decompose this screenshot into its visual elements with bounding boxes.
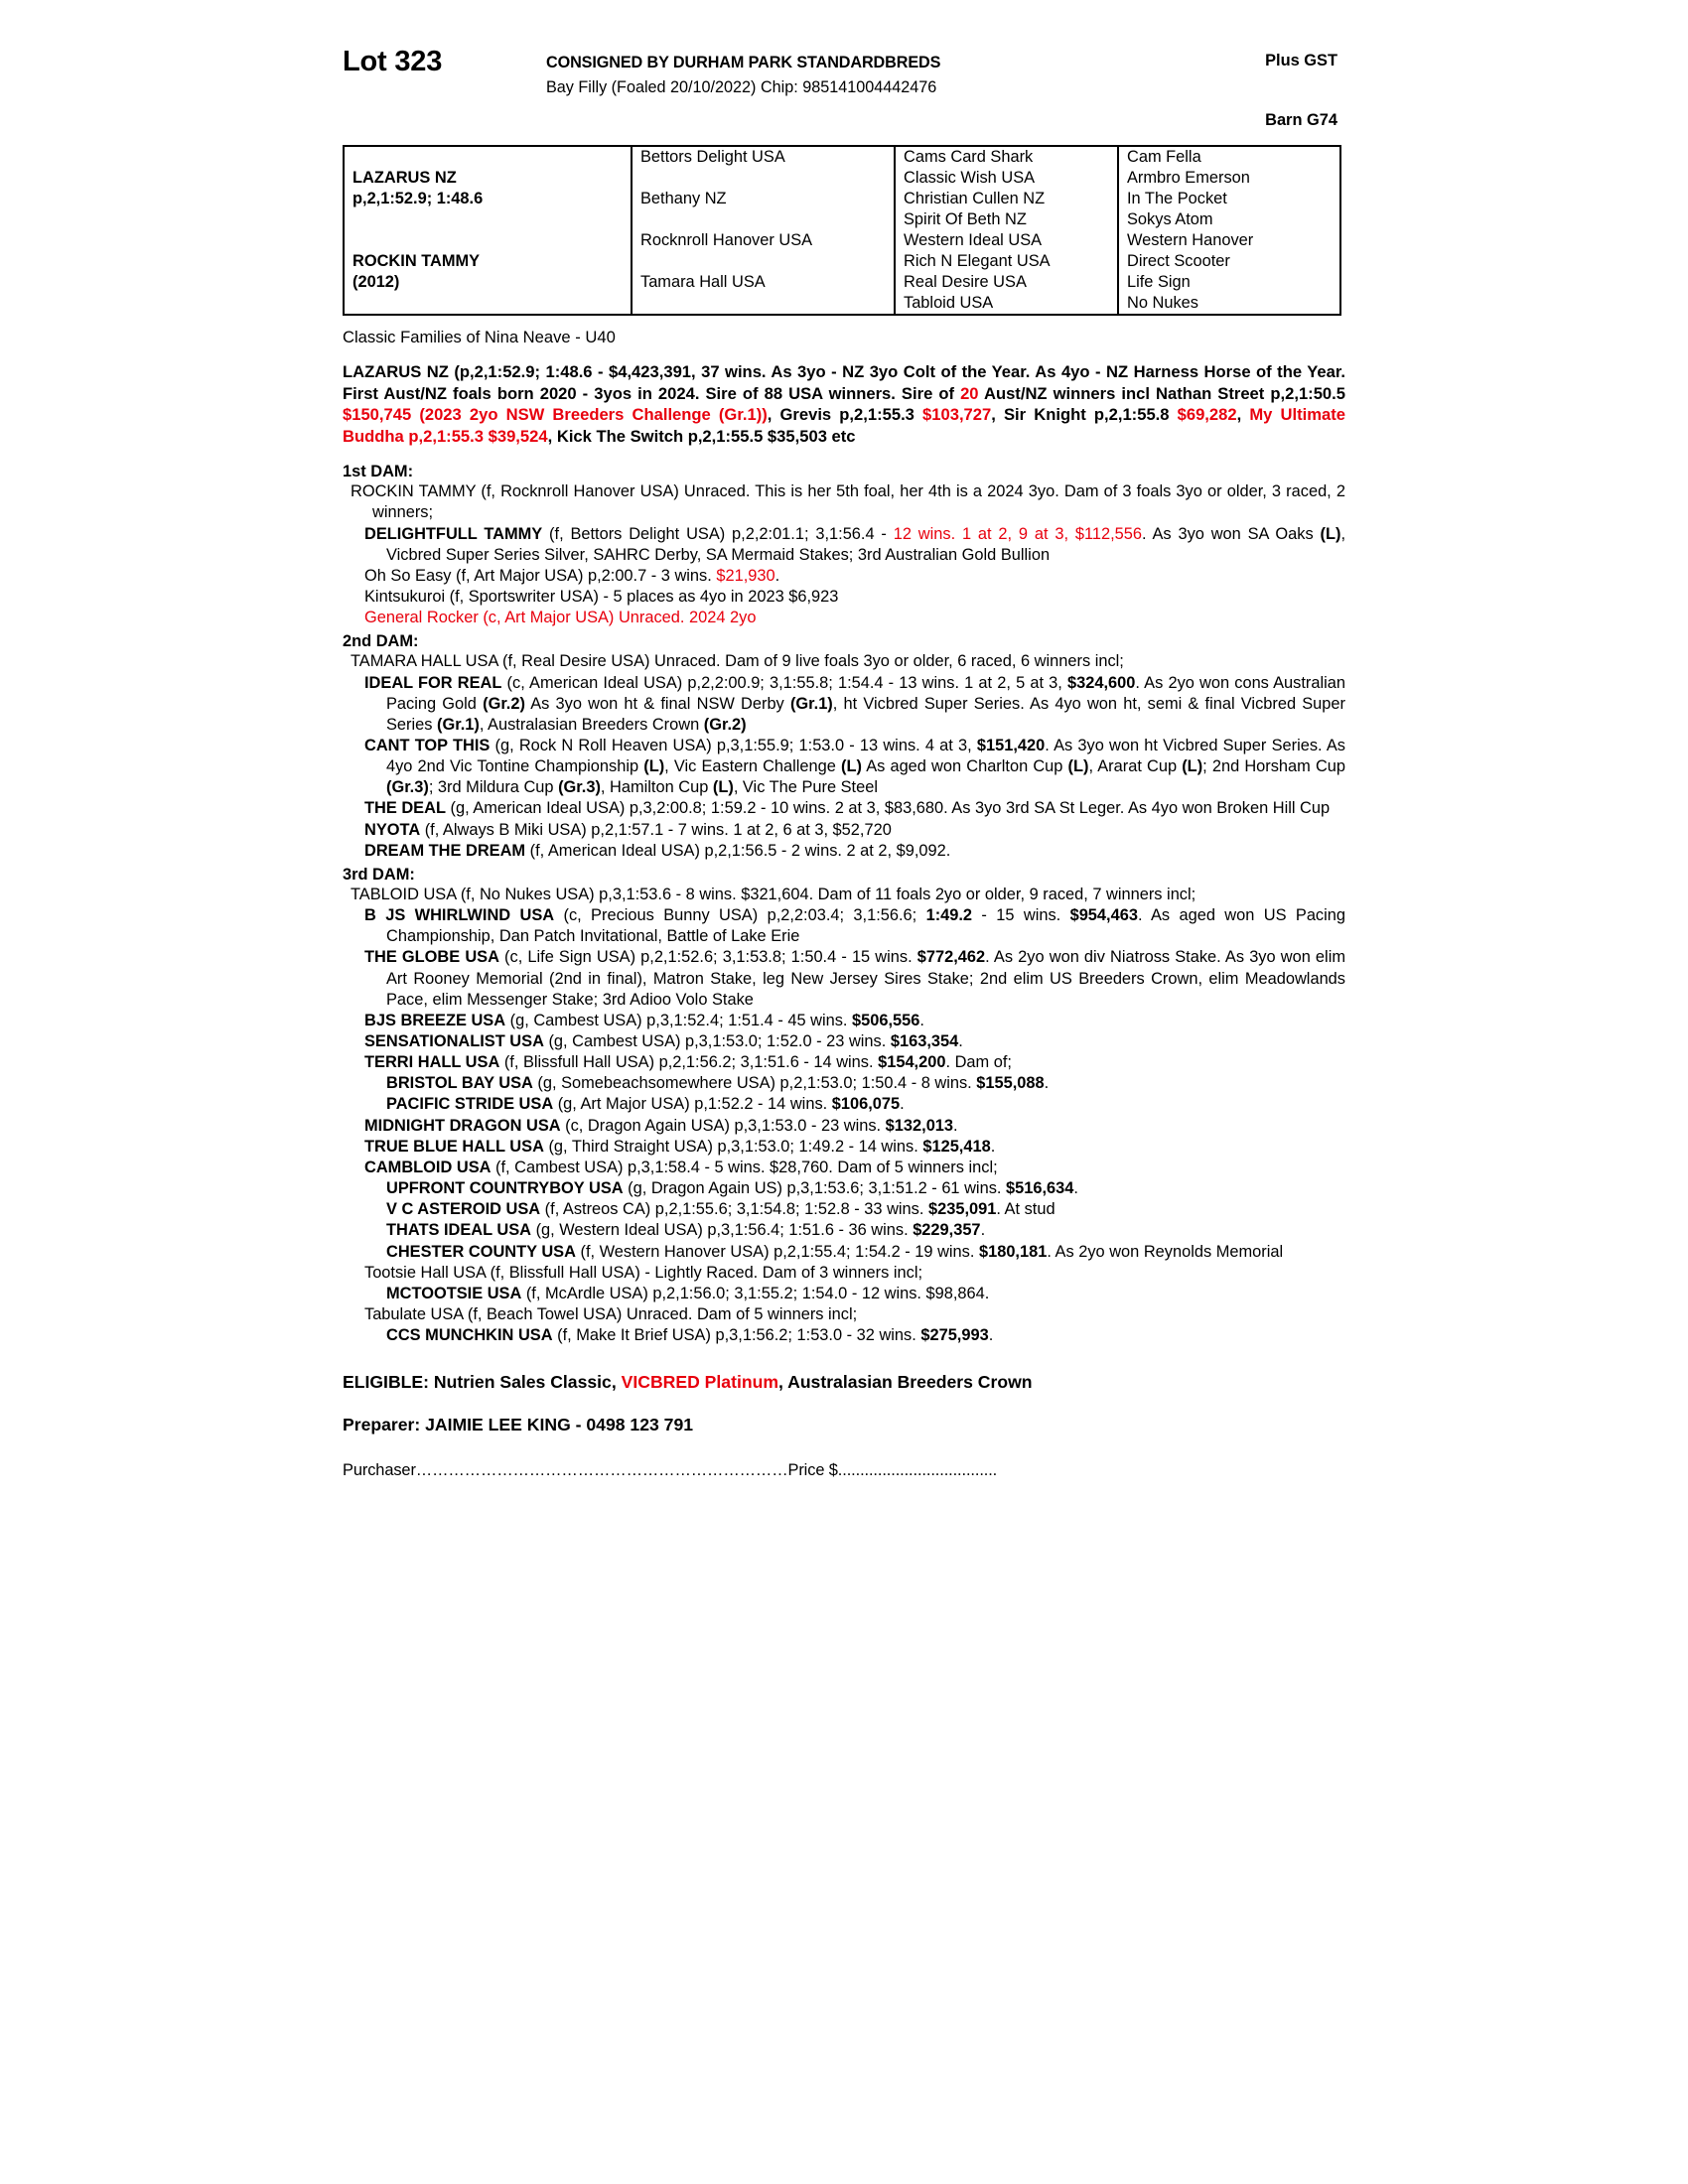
dam-sections (343, 463, 1345, 1346)
pedigree-cell-gen4: Life Sign (1127, 273, 1191, 292)
pedigree-cell-gen4: Cam Fella (1127, 148, 1201, 167)
lot-number: Lot 323 (343, 46, 443, 77)
progeny-text: Kintsukuroi (f, Sportswriter USA) - 5 places as 4yo in 2023 $6,923 (364, 588, 839, 607)
progeny-emphasis: CHESTER COUNTY USA (386, 1242, 576, 1261)
sire-text: , Grevis p,2,1:55.3 (767, 405, 923, 425)
progeny-text: (f, Make It Brief USA) p,3,1:56.2; 1:53.0 - 32 wins. (552, 1326, 921, 1345)
progeny-text: Oh So Easy (f, Art Major USA) p,2:00.7 - 3 wins. (364, 566, 717, 585)
pedigree-cell-gen4: Direct Scooter (1127, 252, 1230, 271)
progeny-text: (c, American Ideal USA) p,2,2:00.9; 3,1:55.8; 1:54.4 - 13 wins. 1 at 2, 5 at 3, (501, 673, 1067, 692)
progeny-entry (343, 1011, 1345, 1031)
pedigree-cell-gen3: Classic Wish USA (904, 169, 1036, 188)
dam-summary: TABLOID USA (f, No Nukes USA) p,3,1:53.6 - 8 wins. $321,604. Dam of 11 foals 2yo or older, 9 raced, 7 winners incl; (351, 885, 1196, 903)
progeny-text: . As 3yo won ht Vicbred Super Series. As 4yo 2nd Vic Tontine Championship (386, 736, 1345, 776)
progeny-emphasis: $324,600 (1067, 673, 1136, 692)
sire-highlight: $69,282 (1177, 405, 1237, 425)
dam-heading: 3rd DAM: (343, 865, 415, 884)
pedigree-cell-gen1: (2012) (352, 273, 400, 292)
progeny-text: Tootsie Hall USA (f, Blissfull Hall USA) - Lightly Raced. Dam of 3 winners incl; (364, 1263, 923, 1282)
progeny-text: (c, Life Sign USA) p,2,1:52.6; 3,1:53.8; 1:50.4 - 15 wins. (498, 948, 917, 967)
progeny-emphasis: $151,420 (976, 736, 1046, 754)
progeny-entry (343, 608, 1345, 628)
pedigree-cell-gen3: Cams Card Shark (904, 148, 1034, 167)
progeny-highlight: General Rocker (c, Art Major USA) Unraced. 2024 2yo (364, 609, 757, 627)
progeny-entry (343, 1137, 1345, 1158)
pedigree-cell-gen3: Christian Cullen NZ (904, 190, 1046, 208)
progeny-emphasis: $163,354 (890, 1032, 959, 1050)
progeny-emphasis: (L) (712, 778, 734, 797)
sire-text: , Kick The Switch p,2,1:55.5 $35,503 etc (547, 426, 856, 446)
progeny-entry (343, 1325, 1345, 1346)
progeny-emphasis: (L) (1182, 757, 1203, 776)
progeny-text: . (774, 566, 780, 585)
pedigree-cell-gen1: ROCKIN TAMMY (352, 252, 481, 271)
progeny-emphasis: CAMBLOID USA (364, 1158, 492, 1176)
progeny-emphasis: SENSATIONALIST USA (364, 1032, 544, 1050)
sire-text: Aust/NZ winners incl Nathan Street p,2,1:50.5 (978, 383, 1345, 403)
pedigree-cell-gen4: No Nukes (1127, 294, 1198, 313)
pedigree-table-wrap (343, 145, 1345, 316)
progeny-entry (343, 1284, 1345, 1304)
progeny-emphasis: PACIFIC STRIDE USA (386, 1095, 554, 1114)
progeny-emphasis: (L) (1067, 757, 1089, 776)
pedigree-cell-gen2: Bethany NZ (640, 190, 727, 208)
pedigree-cell-gen1 (345, 230, 633, 251)
dam-summary: TAMARA HALL USA (f, Real Desire USA) Unraced. Dam of 9 live foals 3yo or older, 6 raced, 6 winners incl; (351, 652, 1124, 671)
progeny-text: . (980, 1221, 986, 1240)
sire-highlight: $150,745 (2023 2yo NSW Breeders Challenge (Gr.1)) (343, 405, 768, 425)
progeny-emphasis: $235,091 (927, 1200, 997, 1219)
progeny-text: . As 2yo won cons Australian Pacing Gold (386, 673, 1346, 713)
progeny-entry (343, 1304, 1345, 1325)
pedigree-cell-gen1 (345, 293, 633, 314)
progeny-entry (343, 1031, 1345, 1052)
progeny-emphasis: $516,634 (1006, 1179, 1074, 1198)
progeny-emphasis: MIDNIGHT DRAGON USA (364, 1116, 561, 1135)
progeny-entry (343, 1178, 1345, 1199)
progeny-entry (343, 1094, 1345, 1115)
progeny-emphasis: THE DEAL (364, 799, 446, 818)
sire-highlight: 20 (960, 383, 979, 403)
progeny-emphasis: DELIGHTFULL TAMMY (364, 524, 543, 543)
pedigree-cell-gen1 (345, 209, 633, 230)
progeny-entry (343, 524, 1345, 566)
horse-description: Bay Filly (Foaled 20/10/2022) Chip: 985141004442476 (546, 78, 937, 96)
progeny-text: (f, McArdle USA) p,2,1:56.0; 3,1:55.2; 1:54.0 - 12 wins. $98,864. (521, 1284, 990, 1302)
progeny-text: (c, Precious Bunny USA) p,2,2:03.4; 3,1:56.6; (554, 906, 926, 925)
pedigree-cell-gen3: Spirit Of Beth NZ (904, 210, 1027, 229)
progeny-text: (f, Astreos CA) p,2,1:55.6; 3,1:54.8; 1:52.8 - 33 wins. (540, 1200, 928, 1219)
progeny-emphasis: TRUE BLUE HALL USA (364, 1137, 544, 1156)
sire-text: , (1236, 405, 1250, 425)
progeny-entry (343, 1220, 1345, 1241)
progeny-text: (f, Blissfull Hall USA) p,2,1:56.2; 3,1:51.6 - 14 wins. (499, 1053, 879, 1072)
progeny-text: . (990, 1137, 996, 1156)
pedigree-cell-gen2 (633, 251, 896, 272)
progeny-emphasis: TERRI HALL USA (364, 1053, 500, 1072)
pedigree-cell-gen1 (345, 147, 633, 168)
progeny-text: . (900, 1095, 905, 1114)
pedigree-divider (894, 145, 896, 316)
progeny-text: . As 3yo won SA Oaks (1142, 524, 1321, 543)
progeny-text: As aged won Charlton Cup (861, 757, 1068, 776)
progeny-text: (c, Dragon Again USA) p,3,1:53.0 - 23 wins. (560, 1116, 886, 1135)
sire-highlight: $103,727 (922, 405, 992, 425)
progeny-entry (343, 947, 1345, 1010)
progeny-emphasis: BJS BREEZE USA (364, 1011, 506, 1029)
progeny-entry (343, 841, 1345, 862)
progeny-text: . (919, 1011, 924, 1029)
progeny-emphasis: $125,418 (922, 1137, 991, 1156)
dam-heading: 2nd DAM: (343, 632, 419, 651)
progeny-entry (343, 1242, 1345, 1263)
progeny-entry (343, 587, 1345, 608)
eligible-label: ELIGIBLE: Nutrien Sales Classic, (343, 1372, 622, 1393)
pedigree-cell-gen4: In The Pocket (1127, 190, 1227, 208)
progeny-text: , Australasian Breeders Crown (479, 715, 704, 734)
progeny-entry (343, 566, 1345, 587)
progeny-entry (343, 905, 1345, 947)
sire-text: , Sir Knight p,2,1:55.8 (991, 405, 1178, 425)
barn-label: Barn G74 (1265, 111, 1337, 129)
eligible-line (343, 1372, 1345, 1393)
progeny-emphasis: (L) (841, 757, 862, 776)
progeny-entry (343, 1052, 1345, 1073)
progeny-emphasis: $275,993 (920, 1326, 989, 1345)
progeny-entry (343, 1199, 1345, 1220)
progeny-text: . (1073, 1179, 1078, 1198)
progeny-text: (g, Art Major USA) p,1:52.2 - 14 wins. (553, 1095, 832, 1114)
progeny-text: (g, Western Ideal USA) p,3,1:56.4; 1:51.6 - 36 wins. (531, 1221, 914, 1240)
progeny-emphasis: $132,013 (885, 1116, 954, 1135)
progeny-highlight: $21,930 (716, 566, 775, 585)
progeny-emphasis: (Gr.3) (558, 778, 601, 797)
progeny-emphasis: CCS MUNCHKIN USA (386, 1326, 553, 1345)
progeny-text: As 3yo won ht & final NSW Derby (524, 694, 790, 713)
progeny-emphasis: $154,200 (878, 1053, 946, 1072)
progeny-highlight: 12 wins. 1 at 2, 9 at 3, $112,556 (893, 524, 1143, 543)
progeny-emphasis: THE GLOBE USA (364, 948, 499, 967)
progeny-text: ; 3rd Mildura Cup (428, 778, 559, 797)
progeny-emphasis: IDEAL FOR REAL (364, 673, 502, 692)
progeny-text: . As aged won US Pacing Championship, Dan Patch Invitational, Battle of Lake Erie (386, 906, 1345, 946)
progeny-text: , Vic The Pure Steel (733, 778, 878, 797)
eligible-tail: , Australasian Breeders Crown (777, 1372, 1033, 1393)
progeny-text: , Vicbred Super Series Silver, SAHRC Derby, SA Mermaid Stakes; 3rd Australian Gold Bullion (386, 524, 1346, 564)
pedigree-cell-gen4: Armbro Emerson (1127, 169, 1250, 188)
progeny-entry (343, 673, 1345, 736)
progeny-emphasis: (Gr.2) (703, 715, 747, 734)
progeny-text: (g, Rock N Roll Heaven USA) p,3,1:55.9; 1:53.0 - 13 wins. 4 at 3, (490, 736, 977, 754)
progeny-emphasis: (L) (1320, 524, 1341, 543)
progeny-emphasis: $772,462 (916, 948, 986, 967)
progeny-emphasis: BRISTOL BAY USA (386, 1074, 533, 1093)
pedigree-divider (1117, 145, 1119, 316)
progeny-text: . As 2yo won div Niatross Stake. As 3yo won elim Art Rooney Memorial (2nd in final), Matron Stake, leg New Jersey Sires Stake; 2nd elim US Breeders Crown, elim Meadowlands Pace, elim Messenger Stake; 3rd Adioo Volo Stake (386, 948, 1345, 1009)
progeny-emphasis: UPFRONT COUNTRYBOY USA (386, 1179, 624, 1198)
progeny-text: . As 2yo won Reynolds Memorial (1047, 1242, 1284, 1261)
progeny-emphasis: NYOTA (364, 820, 421, 839)
progeny-emphasis: (L) (643, 757, 665, 776)
page-header (343, 46, 1345, 141)
pedigree-table (343, 145, 1341, 316)
progeny-emphasis: 1:49.2 (925, 906, 973, 925)
progeny-text: (g, Dragon Again US) p,3,1:53.6; 3,1:51.2 - 61 wins. (623, 1179, 1006, 1198)
progeny-emphasis: THATS IDEAL USA (386, 1221, 532, 1240)
progeny-emphasis: (Gr.1) (789, 694, 833, 713)
progeny-emphasis: MCTOOTSIE USA (386, 1284, 522, 1302)
progeny-emphasis: $106,075 (831, 1095, 901, 1114)
pedigree-cell-gen2: Bettors Delight USA (640, 148, 785, 167)
eligible-highlight: VICBRED Platinum (621, 1372, 778, 1393)
progeny-text: (g, Cambest USA) p,3,1:52.4; 1:51.4 - 45 wins. (505, 1011, 853, 1029)
progeny-emphasis: B JS WHIRLWIND USA (364, 906, 555, 925)
progeny-text: . At stud (996, 1200, 1055, 1219)
progeny-text: (f, Always B Miki USA) p,2,1:57.1 - 7 wins. 1 at 2, 6 at 3, $52,720 (420, 820, 892, 839)
classic-families-line: Classic Families of Nina Neave - U40 (343, 328, 616, 346)
catalogue-sheet (343, 46, 1345, 1480)
pedigree-cell-gen2 (633, 293, 896, 314)
progeny-text: (g, Cambest USA) p,3,1:53.0; 1:52.0 - 23 wins. (543, 1032, 891, 1050)
progeny-emphasis: CANT TOP THIS (364, 736, 491, 754)
progeny-text: - 15 wins. (972, 906, 1070, 925)
progeny-text: (g, Third Straight USA) p,3,1:53.0; 1:49.2 - 14 wins. (543, 1137, 923, 1156)
progeny-text: . (958, 1032, 963, 1050)
pedigree-cell-gen1: p,2,1:52.9; 1:48.6 (352, 190, 484, 208)
purchaser-line: Purchaser……………………………………………………………Price $.................................... (343, 1461, 998, 1480)
progeny-emphasis: DREAM THE DREAM (364, 841, 526, 860)
progeny-entry (343, 1263, 1345, 1284)
dam-summary: ROCKIN TAMMY (f, Rocknroll Hanover USA) Unraced. This is her 5th foal, her 4th is a 2024 3yo. Dam of 3 foals 3yo or older, 3 raced, 2 winners; (351, 482, 1345, 522)
progeny-entry (343, 820, 1345, 841)
pedigree-cell-gen3: Real Desire USA (904, 273, 1027, 292)
progeny-text: , ht Vicbred Super Series. As 4yo won ht, semi & final Vicbred Super Series (386, 694, 1345, 734)
progeny-entry (343, 1073, 1345, 1094)
progeny-text: . (988, 1326, 994, 1345)
progeny-text: Tabulate USA (f, Beach Towel USA) Unraced. Dam of 5 winners incl; (364, 1305, 858, 1324)
pedigree-cell-gen3: Western Ideal USA (904, 231, 1043, 250)
pedigree-cell-gen2 (633, 168, 896, 189)
consignor-line: CONSIGNED BY DURHAM PARK STANDARDBREDS (546, 54, 941, 71)
progeny-text: (g, Somebeachsomewhere USA) p,2,1:53.0; 1:50.4 - 8 wins. (532, 1074, 977, 1093)
progeny-entry (343, 1116, 1345, 1137)
pedigree-cell-gen4: Sokys Atom (1127, 210, 1213, 229)
progeny-text: , Hamilton Cup (600, 778, 713, 797)
progeny-text: (f, Bettors Delight USA) p,2,2:01.1; 3,1:56.4 - (542, 524, 894, 543)
progeny-emphasis: V C ASTEROID USA (386, 1200, 541, 1219)
progeny-emphasis: $954,463 (1069, 906, 1138, 925)
progeny-text: (f, American Ideal USA) p,2,1:56.5 - 2 wins. 2 at 2, $9,092. (525, 841, 951, 860)
progeny-entry (343, 1158, 1345, 1178)
progeny-emphasis: (Gr.1) (437, 715, 480, 734)
pedigree-cell-gen2 (633, 209, 896, 230)
pedigree-cell-gen3: Rich N Elegant USA (904, 252, 1051, 271)
progeny-emphasis: $180,181 (978, 1242, 1048, 1261)
sire-summary-paragraph (343, 361, 1345, 447)
progeny-emphasis: (Gr.2) (483, 694, 525, 713)
progeny-text: (g, American Ideal USA) p,3,2:00.8; 1:59.2 - 10 wins. 2 at 3, $83,680. As 3yo 3rd SA St Leger. As 4yo won Broken Hill Cup (445, 799, 1331, 818)
progeny-text: (f, Cambest USA) p,3,1:58.4 - 5 wins. $28,760. Dam of 5 winners incl; (491, 1158, 998, 1176)
progeny-emphasis: $506,556 (852, 1011, 920, 1029)
preparer-line: Preparer: JAIMIE LEE KING - 0498 123 791 (343, 1415, 694, 1435)
progeny-text: , Vic Eastern Challenge (664, 757, 842, 776)
progeny-text: . (1044, 1074, 1050, 1093)
pedigree-cell-gen4: Western Hanover (1127, 231, 1254, 250)
pedigree-cell-gen3: Tabloid USA (904, 294, 994, 313)
pedigree-cell-gen2: Tamara Hall USA (640, 273, 766, 292)
sire-highlight: My Ultimate Buddha p,2,1:55.3 $39,524 (343, 405, 1345, 446)
progeny-entry (343, 736, 1345, 798)
sire-text: LAZARUS NZ (p,2,1:52.9; 1:48.6 - $4,423,391, 37 wins. As 3yo - NZ 3yo Colt of the Year. As 4yo - NZ Harness Horse of the Year. First Aust/NZ foals born 2020 - 3yos in 2024. Sire of 88 USA winners. Sire of (343, 362, 1345, 403)
progeny-emphasis: (Gr.3) (386, 778, 429, 797)
progeny-entry (343, 798, 1345, 819)
progeny-text: . Dam of; (945, 1053, 1012, 1072)
pedigree-cell-gen2: Rocknroll Hanover USA (640, 231, 813, 250)
pedigree-divider (631, 145, 633, 316)
progeny-emphasis: $155,088 (976, 1074, 1045, 1093)
progeny-text: . (953, 1116, 958, 1135)
progeny-text: , Ararat Cup (1088, 757, 1183, 776)
pedigree-cell-gen1: LAZARUS NZ (352, 169, 457, 188)
progeny-text: (f, Western Hanover USA) p,2,1:55.4; 1:54.2 - 19 wins. (575, 1242, 979, 1261)
dam-heading: 1st DAM: (343, 463, 414, 481)
progeny-text: ; 2nd Horsham Cup (1202, 757, 1346, 776)
progeny-emphasis: $229,357 (913, 1221, 981, 1240)
plus-gst-label: Plus GST (1265, 52, 1337, 69)
